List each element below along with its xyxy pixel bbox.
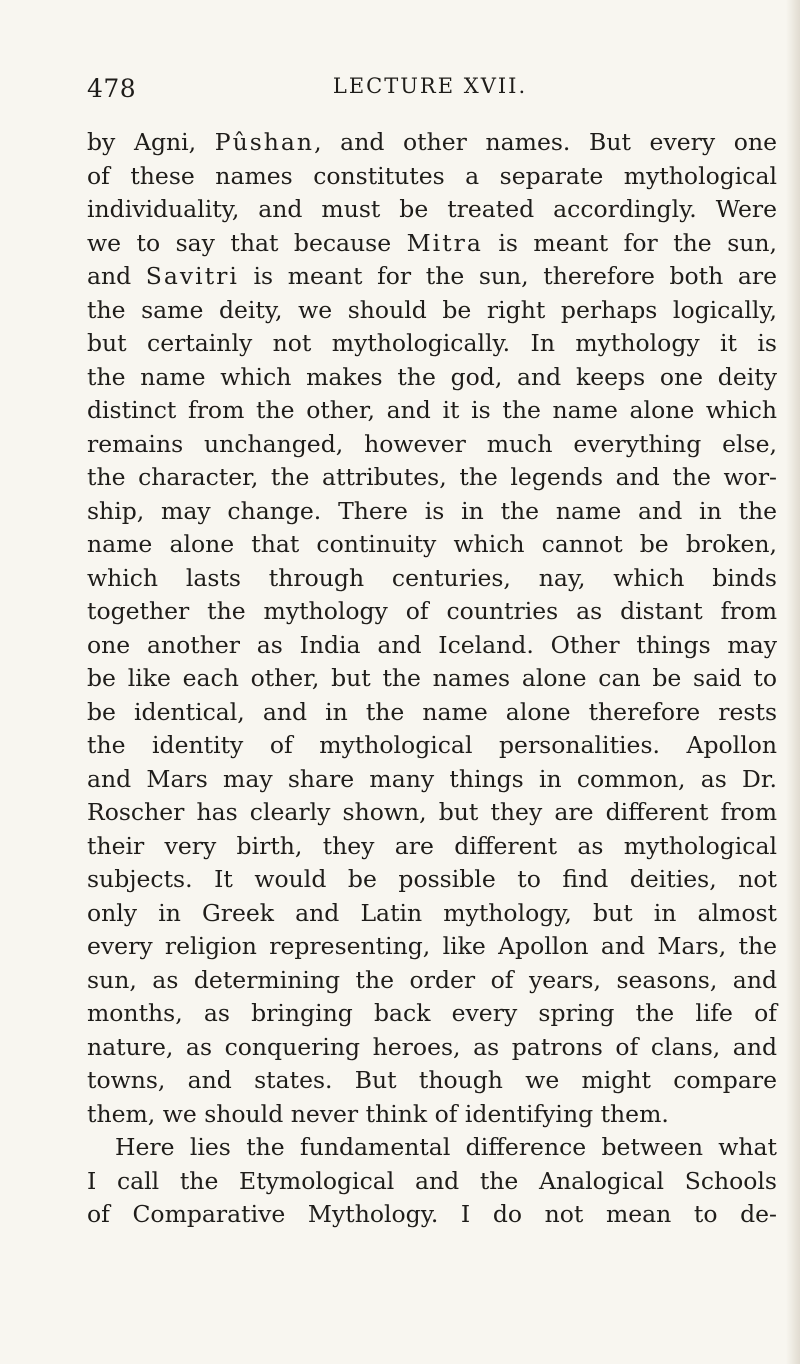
text-line: together the mythology of countries as distant from: [87, 597, 777, 625]
page-header: [87, 74, 773, 114]
text-line: only in Greek and Latin mythology, but in almost: [87, 898, 777, 927]
text-line: the name which makes the god, and keeps one deity: [87, 362, 777, 391]
page-edge-shadow: [786, 0, 800, 1364]
text-line: but certainly not mythologically. In mythology it is: [87, 329, 777, 357]
text-line: sun, as determining the order of years, seasons, and: [87, 965, 777, 994]
text-line: the character, the attributes, the legends and the wor-: [87, 463, 777, 491]
text-line: remains unchanged, however much everything else,: [87, 429, 777, 458]
text-line: distinct from the other, and it is the name alone which: [87, 396, 777, 424]
text-line: of Comparative Mythology. I do not mean to de-: [87, 1200, 777, 1228]
text-line: individuality, and must be treated accordingly. Were: [87, 195, 777, 223]
text-line: their very birth, they are different as mythological: [87, 831, 777, 860]
text-line: subjects. It would be possible to find deities, not: [87, 865, 777, 893]
text-line: the same deity, we should be right perhaps logically,: [87, 295, 777, 324]
text-line: nature, as conquering heroes, as patrons of clans, and: [87, 1032, 777, 1061]
page-number: 478: [87, 74, 137, 103]
text-line: one another as India and Iceland. Other things may: [87, 630, 777, 659]
text-line: every religion representing, like Apollon and Mars, the: [87, 932, 777, 960]
text-line: the identity of mythological personalities. Apollon: [87, 731, 777, 759]
text-line: towns, and states. But though we might compare: [87, 1066, 777, 1094]
text-line: ship, may change. There is in the name and in the: [87, 496, 777, 525]
text-line: which lasts through centuries, nay, which binds: [87, 563, 777, 592]
spaced-name: Pûshan: [214, 128, 315, 156]
text-line: and Savitri is meant for the sun, therefore both are: [87, 262, 777, 290]
running-head: LECTURE XVII.: [332, 74, 528, 98]
body-text: [87, 126, 777, 1232]
text-line: be like each other, but the names alone can be said to: [87, 664, 777, 692]
spaced-name: Mitra: [406, 228, 483, 257]
text-line: and Mars may share many things in common, as Dr.: [87, 764, 777, 793]
text-line: them, we should never think of identifying them.: [87, 1099, 669, 1128]
text-line: I call the Etymological and the Analogical Schools: [87, 1166, 777, 1195]
text-line: name alone that continuity which cannot be broken,: [87, 530, 777, 558]
spaced-name: Savitri: [145, 262, 239, 290]
text-line: be identical, and in the name alone therefore rests: [87, 697, 777, 726]
text-line: Roscher has clearly shown, but they are different from: [87, 798, 777, 826]
text-line: we to say that because Mitra is meant for the sun,: [87, 228, 777, 257]
text-line: Here lies the fundamental difference between what: [115, 1133, 777, 1161]
text-line: of these names constitutes a separate mythological: [87, 161, 777, 190]
text-line: by Agni, Pûshan, and other names. But every one: [87, 128, 777, 156]
text-line: months, as bringing back every spring the life of: [87, 999, 777, 1027]
